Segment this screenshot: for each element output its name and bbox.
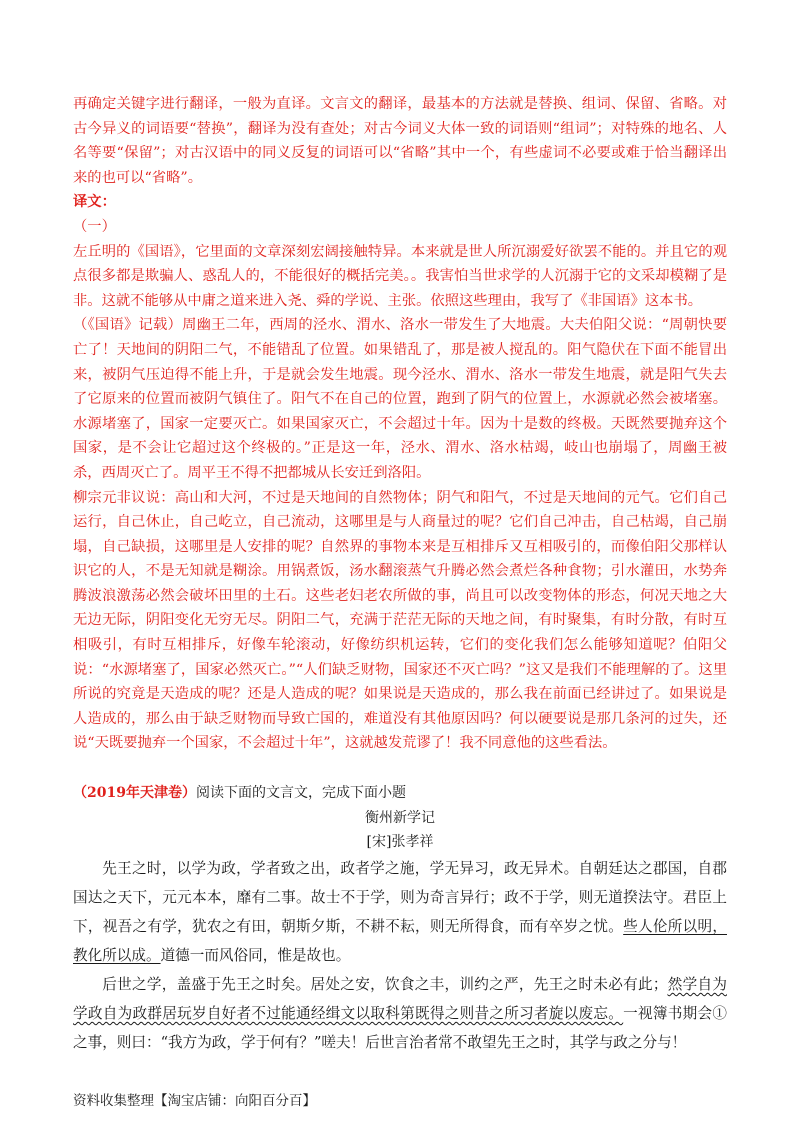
underlined-sentence: 些人伦所以明，教化所以成。 [73, 918, 727, 965]
passage-p2-end: 一视簿书期会①之事，则曰：“我方为政，学于何有？”嗟夫！后世言治者常不敢望先王之时，其学与政之分与！ [73, 1005, 727, 1052]
question-prompt: 阅读下面的文言文，完成下面小题 [195, 785, 406, 802]
page-content [73, 92, 727, 1057]
analysis-block [73, 92, 727, 756]
classical-passage [73, 854, 727, 1057]
passage-p1-text: 先王之时，以学为政，学者致之出，政者学之施，学无异习，政无异术。自朝廷达之郡国，自郡国达之天下，元元本本，靡有二事。故士不于学，则为奇言异行；政不于学，则无道揆法守。君臣上下，视吾之有学，犹农之有田，朝斯夕斯，不耕不耘，则无所得食，而有卒岁之忧。 [73, 860, 727, 936]
section-mark: （一） [73, 218, 116, 235]
passage-title: 衡州新学记 [365, 810, 435, 827]
translation-paragraph-2: （《国语》记载）周幽王二年，西周的泾水、渭水、洛水一带发生了大地震。大夫伯阳父说：“周朝快要亡了！天地间的阴阳二气，不能错乱了位置。如果错乱了，那是被人搅乱的。阳气隐伏在下面不能冒出来，被阴气压迫得不能上升，于是就会发生地震。现今泾水、渭水、洛水一带发生地震，就是阳气失去了它原来的位置而被阴气镇住了。阳气不在自己的位置，跑到了阴气的位置上，水源就必然会被堵塞。水源堵塞了，国家一定要灭亡。如果国家灭亡，不会超过十年。因为十是数的终极。天既然要抛弃这个国家，是不会让它超过这个终极的。”正是这一年，泾水、渭水、洛水枯竭，岐山也崩塌了，周幽王被杀，西周灭亡了。周平王不得不把都城从长安迁到洛阳。 [73, 317, 727, 481]
passage-p1-end: 道德一而风俗同，惟是故也。 [160, 947, 351, 965]
wavy-underlined-sentence: 然学自为学政自为政群居玩岁自好者不过能通经缉文以取科第既得之则昔之所习者旋以废忘。 [73, 976, 727, 1023]
translation-heading: 译文： [73, 194, 116, 211]
passage-paragraph-2 [73, 970, 727, 1057]
translation-paragraph-1: 左丘明的《国语》，它里面的文章深刻宏阔接触特异。本来就是世人所沉溺爱好欲罢不能的。并且它的观点很多都是欺骗人、惑乱人的，不能很好的概括完美。。我害怕当世求学的人沉溺于它的文采却模糊了是非。这就不能够从中庸之道来进入尧、舜的学说、主张。依照这些理由，我写了《非国语》这本书。 [73, 243, 727, 309]
analysis-paragraph: 再确定关键字进行翻译，一般为直译。文言文的翻译，最基本的方法就是替换、组词、保留、省略。对古今异义的词语要“替换”，翻译为没有查处；对古今词义大体一致的词语则“组词”；对特殊的地名、人名等要“保留”；对古汉语中的同义反复的词语可以“省略”其中一个，有些虚词不必要或难于恰当翻译出来的也可以“省略”。 [73, 96, 727, 186]
footer-note: 资料收集整理【淘宝店铺：向阳百分百】 [73, 1093, 316, 1109]
translation-paragraph-3: 柳宗元非议说：高山和大河，不过是天地间的自然物体；阴气和阳气，不过是天地间的元气。它们自己运行，自己休止，自己屹立，自己流动，这哪里是与人商量过的呢？它们自己冲击，自己枯竭，自己崩塌，自己缺损，这哪里是人安排的呢？自然界的事物本来是互相排斥又互相吸引的，而像伯阳父那样认识它的人，不是无知就是糊涂。用锅煮饭，汤水翻滚蒸气升腾必然会煮烂各种食物；引水灌田，水势奔腾波浪激荡必然会破坏田里的土石。这些老妇老农所做的事，尚且可以改变物体的形态，何况天地之大无边无际，阴阳变化无穷无尽。阴阳二气，充满于茫茫无际的天地之间，有时聚集，有时分散，有时互相吸引，有时互相排斥，好像车轮滚动，好像纺织机运转，它们的变化我们怎么能够知道呢？伯阳父说：“水源堵塞了，国家必然灭亡。”“人们缺乏财物，国家还不灭亡吗？”这又是我们不能理解的了。这里所说的究竟是天造成的呢？还是人造成的呢？如果说是天造成的，那么我在前面已经讲过了。如果说是人造成的，那么由于缺乏财物而导致亡国的，难道没有其他原因吗？何以硬要说是那几条河的过失，还说“天既要抛弃一个国家，不会超过十年”，这就越发荒谬了！我不同意他的这些看法。 [73, 489, 727, 752]
question-intro [73, 782, 727, 804]
passage-p2-text: 后世之学，盖盛于先王之时矣。居处之安，饮食之丰，训约之严，先王之时未必有此； [102, 976, 668, 994]
passage-author: [宋]张孝祥 [366, 834, 434, 851]
exam-source-tag: （2019年天津卷） [73, 785, 196, 802]
passage-paragraph-1 [73, 854, 727, 970]
